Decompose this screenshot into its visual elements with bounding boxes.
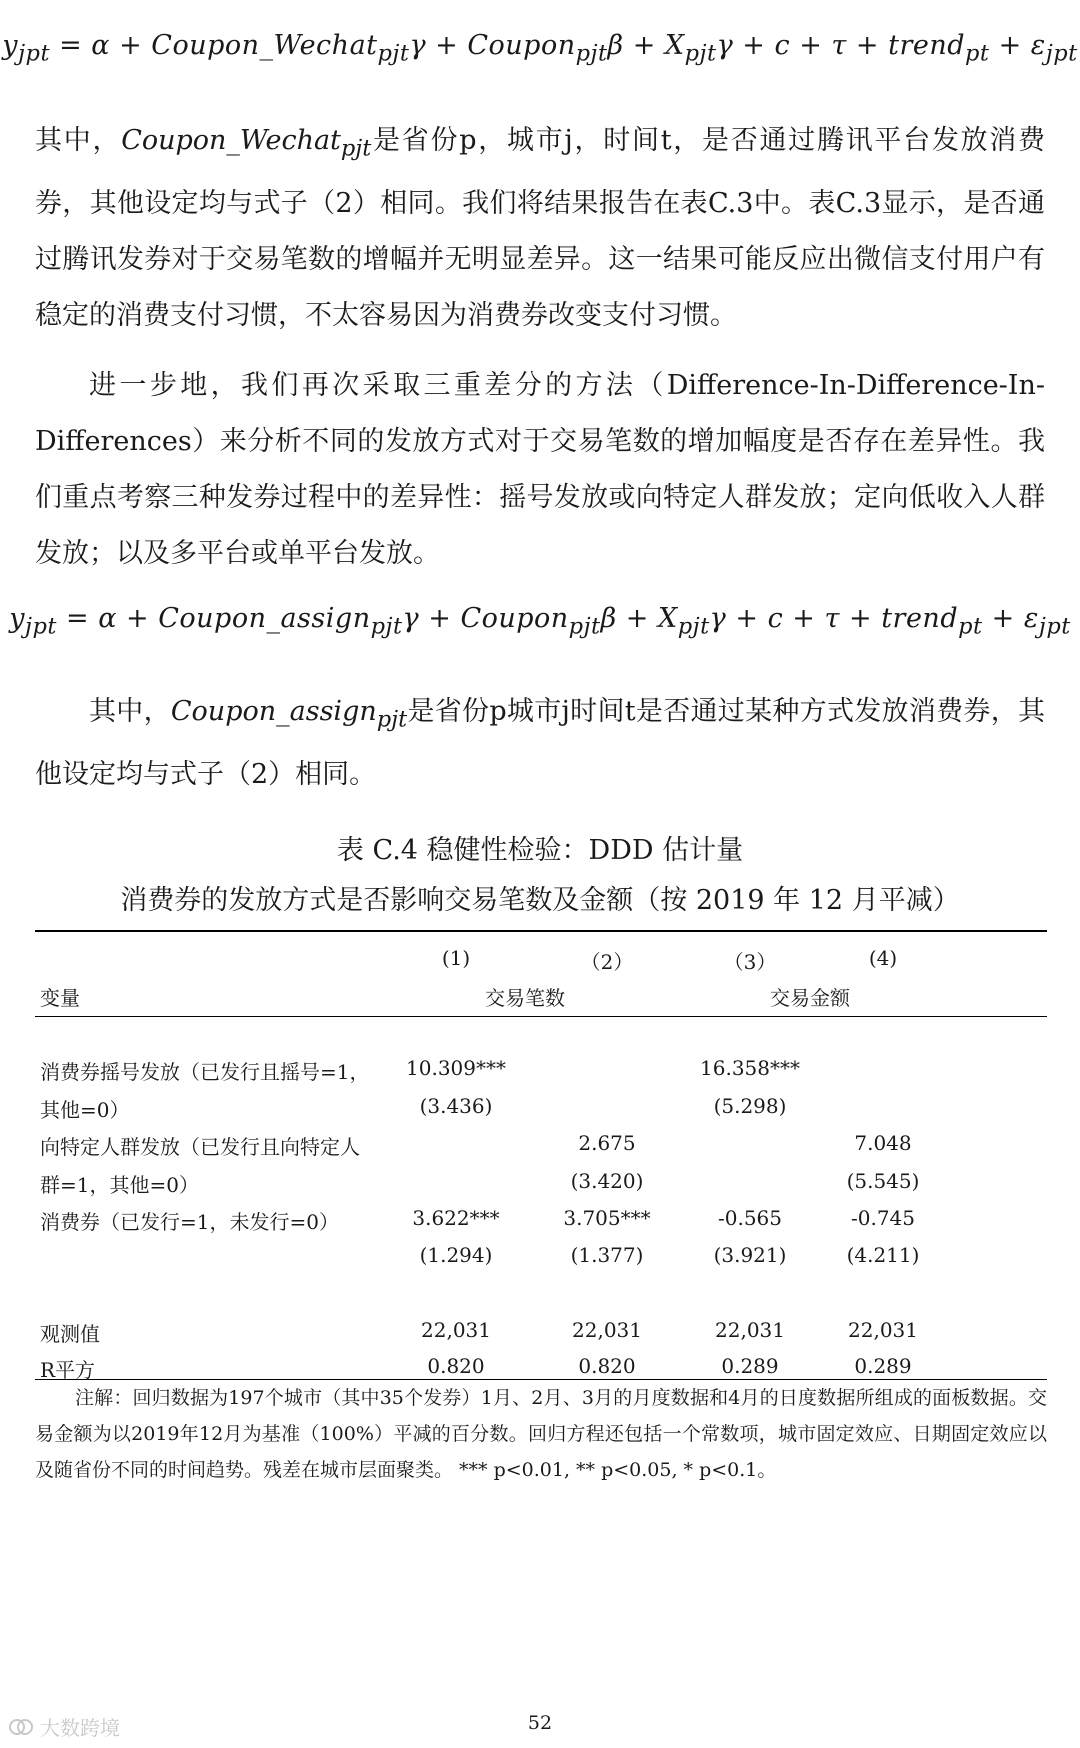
obs-2: 22,031: [572, 1318, 642, 1342]
r2-3: 0.289: [721, 1354, 779, 1378]
obs-4: 22,031: [848, 1318, 918, 1342]
row2-se-4: (5.545): [846, 1169, 920, 1193]
row3-se-4: (4.211): [846, 1243, 920, 1267]
row3-se-2: (1.377): [570, 1243, 644, 1267]
equation-1: $y_{jpt} = \alpha$ + Coupon_Wechat$_{pjt}$γ + Coupon$_{pjt}$β + $X_{pjt}\gamma + c + \tau$ + trend$_{pt}$ + $\varepsilon_{jpt}$: [2, 30, 1078, 67]
equation-2: $y_{jpt} = \alpha$ + Coupon_assign$_{pjt}$γ + Coupon$_{pjt}$β + $X_{pjt}\gamma + c + \tau$ + trend$_{pt}$ + $\varepsilon_{jpt}$: [9, 603, 1071, 640]
r2-label: R平方: [40, 1358, 96, 1382]
row3-label: 消费券（已发行=1，未发行=0）: [40, 1210, 339, 1234]
col-number-3: （3）: [723, 950, 777, 974]
group-header-count: 交易笔数: [485, 986, 565, 1010]
table-subtitle: 消费券的发放方式是否影响交易笔数及金额（按 2019 年 12 月平减）: [120, 885, 960, 916]
col-number-1: (1): [441, 946, 471, 970]
row1-label: 消费券摇号发放（已发行且摇号=1，: [40, 1060, 370, 1084]
r2-4: 0.289: [854, 1354, 912, 1378]
r2-1: 0.820: [427, 1354, 485, 1378]
paragraph-2: 进一步地，我们再次采取三重差分的方法（Difference-In-Difference-In-Differences）来分析不同的发放方式对于交易笔数的增加幅度是否存在差异性。我们重点考察三种发券过程中的差异性：摇号发放或向特定人群发放；定向低收入人群发放；以及多平台或单平台发放。: [35, 370, 1045, 569]
paragraph-1: 其中，Coupon_Wechat$_{pjt}$是省份p，城市j，时间t，是否通过腾讯平台发放消费券，其他设定均与式子（2）相同。我们将结果报告在表C.3中。表C.3显示，是否通过腾讯发券对于交易笔数的增幅并无明显差异。这一结果可能反应出微信支付用户有稳定的消费支付习惯，不太容易因为消费券改变支付习惯。: [35, 125, 1045, 332]
page-number: 52: [527, 1712, 553, 1734]
row3-coef-1: 3.622***: [412, 1206, 500, 1230]
row3-se-1: (1.294): [419, 1243, 493, 1267]
table-title: 表 C.4 稳健性检验：DDD 估计量: [336, 835, 744, 866]
col-number-2: （2）: [580, 950, 634, 974]
obs-label: 观测值: [40, 1322, 100, 1346]
group-header-amount: 交易金额: [770, 986, 850, 1010]
row2-coef-4: 7.048: [854, 1131, 912, 1155]
obs-1: 22,031: [421, 1318, 491, 1342]
table-note: 注解：回归数据为197个城市（其中35个发券）1月、2月、3月的月度数据和4月的日度数据所组成的面板数据。交易金额为以2019年12月为基准（100%）平减的百分数。回归方程还包括一个常数项，城市固定效应、日期固定效应以及随省份不同的时间趋势。残差在城市层面聚类。 *** p<0.01, ** p<0.05, * p<0.1。: [35, 1387, 1047, 1481]
row1-coef-3: 16.358***: [700, 1056, 800, 1080]
row3-coef-3: -0.565: [717, 1206, 783, 1230]
row2-se-2: (3.420): [570, 1169, 644, 1193]
row2-label-cont: 群=1，其他=0）: [40, 1173, 199, 1197]
row1-se-3: (5.298): [713, 1094, 787, 1118]
table-header-rule: [35, 1016, 1047, 1017]
row2-label: 向特定人群发放（已发行且向特定人: [40, 1135, 360, 1159]
row1-coef-1: 10.309***: [406, 1056, 506, 1080]
row1-se-1: (3.436): [419, 1094, 493, 1118]
var-header: 变量: [40, 986, 80, 1010]
obs-3: 22,031: [715, 1318, 785, 1342]
row3-coef-4: -0.745: [850, 1206, 916, 1230]
paragraph-3: 其中，Coupon_assign$_{pjt}$是省份p城市j时间t是否通过某种方式发放消费券，其他设定均与式子（2）相同。: [35, 696, 1046, 791]
r2-2: 0.820: [578, 1354, 636, 1378]
col-number-4: (4): [868, 946, 898, 970]
var-coupon-assign: Coupon_assign$_{pjt}$: [170, 696, 408, 733]
table-top-rule: [35, 930, 1047, 932]
row2-coef-2: 2.675: [578, 1131, 636, 1155]
row1-label-cont: 其他=0）: [40, 1098, 130, 1122]
row3-coef-2: 3.705***: [563, 1206, 651, 1230]
row3-se-3: (3.921): [713, 1243, 787, 1267]
watermark-text: 大数跨境: [40, 1716, 120, 1740]
var-coupon-wechat: Coupon_Wechat$_{pjt}$: [121, 125, 372, 162]
